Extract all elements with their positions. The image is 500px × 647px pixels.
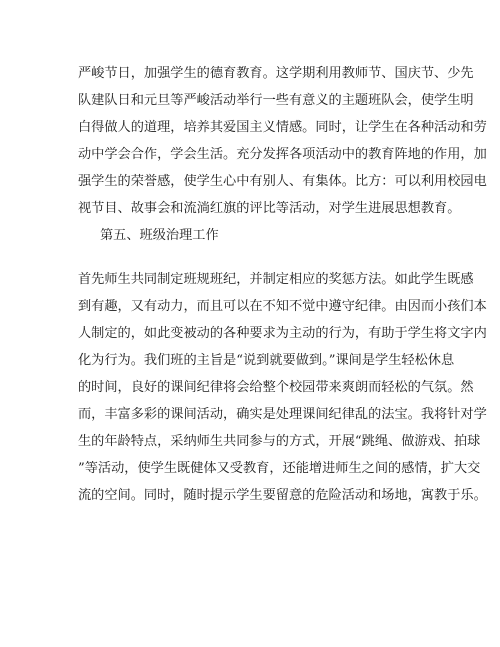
text-line: ”等活动，使学生既健体又受教育，还能增进师生之间的感情，扩大交 xyxy=(78,461,481,476)
paragraph-moral-education xyxy=(78,60,487,222)
text-line: 生的年龄特点，采纳师生共同参与的方式，开展“跳绳、做游戏、拍球 xyxy=(78,434,481,449)
text-line: 而，丰富多彩的课间活动，确实是处理课间纪律乱的法宝。我将针对学 xyxy=(78,407,487,422)
text-line: 白得做人的道理，培养其爱国主义情感。同时，让学生在各种活动和劳 xyxy=(78,120,487,135)
text-line: 流的空间。同时，随时提示学生要留意的危险活动和场地，寓教于乐。 xyxy=(78,488,487,503)
text-line: 队建队日和元旦等严峻活动举行一些有意义的主题班队会，使学生明 xyxy=(78,93,474,108)
text-line: 首先师生共同制定班规班纪，并制定相应的奖惩方法。如此学生既感 xyxy=(78,272,474,287)
text-line: 强学生的荣誉感，使学生心中有别人、有集体。比方：可以利用校园电 xyxy=(78,174,487,189)
text-line: 动中学会合作，学会生活。充分发挥各项活动中的教育阵地的作用，加 xyxy=(78,147,487,162)
paragraph-class-management xyxy=(78,266,487,509)
text-line: 化为行为。我们班的主旨是“说到就要做到。”课间是学生轻松休息 xyxy=(78,353,455,368)
text-line: 到有趣，又有动力，而且可以在不知不觉中遵守纪律。由因而小孩们本 xyxy=(78,299,487,314)
text-line: 的时间，良好的课间纪律将会给整个校园带来爽朗而轻松的气氛。然 xyxy=(78,380,474,395)
text-line: 严峻节日，加强学生的德育教育。这学期利用教师节、国庆节、少先 xyxy=(78,66,474,81)
text-line: 人制定的，如此变被动的各种要求为主动的行为，有助于学生将文字内 xyxy=(78,326,487,341)
text-line: 视节目、故事会和流淌红旗的评比等活动，对学生进展思想教育。 xyxy=(78,201,461,216)
section-heading: 第五、班级治理工作 xyxy=(100,228,219,243)
